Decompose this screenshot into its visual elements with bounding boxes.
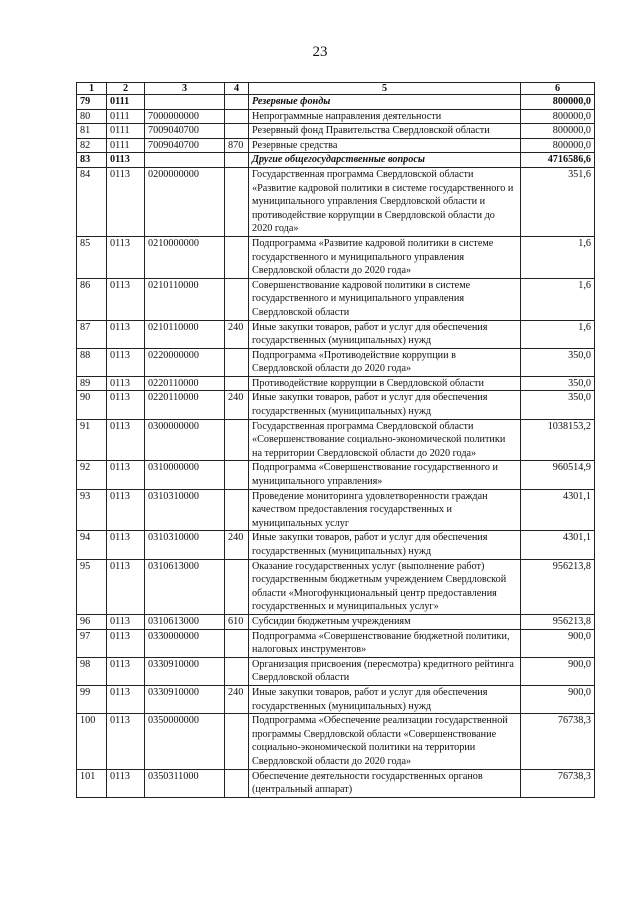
item-name: Государственная программа Свердловской области «Совершенствование социально-экономической политики на территории Свердловской области до 2020 года» <box>249 419 521 461</box>
expense-type-code: 240 <box>225 320 249 348</box>
table-row <box>77 138 595 153</box>
table-row <box>77 348 595 376</box>
table-row <box>77 629 595 657</box>
row-number: 79 <box>77 95 107 110</box>
amount: 350,0 <box>521 391 595 419</box>
row-number: 93 <box>77 489 107 531</box>
item-name: Иные закупки товаров, работ и услуг для обеспечения государственных (муниципальных) нужд <box>249 531 521 559</box>
row-number: 101 <box>77 769 107 797</box>
amount: 956213,8 <box>521 614 595 629</box>
target-code <box>145 153 225 168</box>
row-number: 96 <box>77 614 107 629</box>
table-row <box>77 236 595 278</box>
item-name: Государственная программа Свердловской области «Развитие кадровой политики в системе государственного и муниципального управления Свердловской области и противодействие коррупции в Свердловской области до 2020 года» <box>249 167 521 236</box>
amount: 800000,0 <box>521 109 595 124</box>
target-code: 0310310000 <box>145 531 225 559</box>
section-code: 0113 <box>107 153 145 168</box>
target-code: 0220110000 <box>145 391 225 419</box>
expense-type-code: 870 <box>225 138 249 153</box>
header-col-number: 1 <box>77 83 107 95</box>
target-code: 0330910000 <box>145 685 225 713</box>
expense-type-code <box>225 629 249 657</box>
item-name: Подпрограмма «Обеспечение реализации государственной программы Свердловской области «Совершенствование социально-экономической политики на территории Свердловской области до 2020 года» <box>249 714 521 769</box>
expense-type-code <box>225 95 249 110</box>
item-name: Резервные фонды <box>249 95 521 110</box>
table-row <box>77 278 595 320</box>
table-row <box>77 109 595 124</box>
table-row <box>77 124 595 139</box>
row-number: 87 <box>77 320 107 348</box>
row-number: 86 <box>77 278 107 320</box>
table-row <box>77 489 595 531</box>
table-header-row <box>77 83 595 95</box>
expense-type-code: 240 <box>225 685 249 713</box>
section-code: 0113 <box>107 419 145 461</box>
table-row <box>77 461 595 489</box>
amount: 350,0 <box>521 348 595 376</box>
row-number: 81 <box>77 124 107 139</box>
expense-type-code <box>225 348 249 376</box>
section-code: 0113 <box>107 531 145 559</box>
amount: 900,0 <box>521 685 595 713</box>
target-code: 0330000000 <box>145 629 225 657</box>
item-name: Обеспечение деятельности государственных органов (центральный аппарат) <box>249 769 521 797</box>
table-row <box>77 559 595 614</box>
table-row <box>77 614 595 629</box>
item-name: Подпрограмма «Совершенствование бюджетной политики, налоговых инструментов» <box>249 629 521 657</box>
target-code: 0350311000 <box>145 769 225 797</box>
amount: 1038153,2 <box>521 419 595 461</box>
amount: 900,0 <box>521 629 595 657</box>
expense-type-code <box>225 419 249 461</box>
target-code: 7009040700 <box>145 138 225 153</box>
table-row <box>77 320 595 348</box>
expense-type-code <box>225 236 249 278</box>
section-code: 0111 <box>107 109 145 124</box>
row-number: 95 <box>77 559 107 614</box>
amount: 956213,8 <box>521 559 595 614</box>
target-code: 0220000000 <box>145 348 225 376</box>
row-number: 99 <box>77 685 107 713</box>
target-code: 0310000000 <box>145 461 225 489</box>
section-code: 0113 <box>107 278 145 320</box>
item-name: Подпрограмма «Развитие кадровой политики в системе государственного и муниципального управления Свердловской области до 2020 года» <box>249 236 521 278</box>
target-code: 0310613000 <box>145 614 225 629</box>
target-code: 0210110000 <box>145 278 225 320</box>
table-row <box>77 391 595 419</box>
item-name: Подпрограмма «Противодействие коррупции в Свердловской области до 2020 года» <box>249 348 521 376</box>
target-code: 7000000000 <box>145 109 225 124</box>
expense-type-code: 240 <box>225 531 249 559</box>
target-code: 0220110000 <box>145 376 225 391</box>
section-code: 0111 <box>107 95 145 110</box>
row-number: 97 <box>77 629 107 657</box>
expense-type-code <box>225 714 249 769</box>
page-number: 23 <box>312 44 328 60</box>
header-col-expense-type: 4 <box>225 83 249 95</box>
row-number: 94 <box>77 531 107 559</box>
amount: 1,6 <box>521 236 595 278</box>
table-row <box>77 95 595 110</box>
expense-type-code <box>225 109 249 124</box>
expense-type-code <box>225 769 249 797</box>
expense-type-code <box>225 153 249 168</box>
section-code: 0113 <box>107 348 145 376</box>
section-code: 0113 <box>107 167 145 236</box>
row-number: 85 <box>77 236 107 278</box>
section-code: 0113 <box>107 489 145 531</box>
item-name: Иные закупки товаров, работ и услуг для обеспечения государственных (муниципальных) нужд <box>249 320 521 348</box>
table-row <box>77 153 595 168</box>
item-name: Иные закупки товаров, работ и услуг для обеспечения государственных (муниципальных) нужд <box>249 391 521 419</box>
amount: 800000,0 <box>521 124 595 139</box>
target-code: 0310613000 <box>145 559 225 614</box>
table-row <box>77 714 595 769</box>
table-row <box>77 769 595 797</box>
item-name: Непрограммные направления деятельности <box>249 109 521 124</box>
item-name: Иные закупки товаров, работ и услуг для обеспечения государственных (муниципальных) нужд <box>249 685 521 713</box>
section-code: 0113 <box>107 461 145 489</box>
amount: 351,6 <box>521 167 595 236</box>
target-code: 0210110000 <box>145 320 225 348</box>
expense-type-code <box>225 124 249 139</box>
row-number: 90 <box>77 391 107 419</box>
row-number: 91 <box>77 419 107 461</box>
item-name: Совершенствование кадровой политики в системе государственного и муниципального управления Свердловской области <box>249 278 521 320</box>
amount: 4301,1 <box>521 531 595 559</box>
amount: 960514,9 <box>521 461 595 489</box>
section-code: 0113 <box>107 320 145 348</box>
expense-type-code <box>225 376 249 391</box>
target-code: 7009040700 <box>145 124 225 139</box>
row-number: 80 <box>77 109 107 124</box>
target-code: 0210000000 <box>145 236 225 278</box>
expense-type-code: 610 <box>225 614 249 629</box>
target-code: 0310310000 <box>145 489 225 531</box>
amount: 4301,1 <box>521 489 595 531</box>
table-row <box>77 419 595 461</box>
item-name: Оказание государственных услуг (выполнение работ) государственным бюджетным учреждением Свердловской области «Многофункциональный центр предоставления государственных и муниципальных услуг» <box>249 559 521 614</box>
section-code: 0113 <box>107 629 145 657</box>
row-number: 83 <box>77 153 107 168</box>
amount: 4716586,6 <box>521 153 595 168</box>
header-col-section: 2 <box>107 83 145 95</box>
row-number: 84 <box>77 167 107 236</box>
table-row <box>77 685 595 713</box>
table-row <box>77 531 595 559</box>
section-code: 0113 <box>107 714 145 769</box>
section-code: 0113 <box>107 391 145 419</box>
amount: 1,6 <box>521 320 595 348</box>
target-code: 0200000000 <box>145 167 225 236</box>
item-name: Противодействие коррупции в Свердловской области <box>249 376 521 391</box>
item-name: Подпрограмма «Совершенствование государственного и муниципального управления» <box>249 461 521 489</box>
table-row <box>77 167 595 236</box>
header-col-target-code: 3 <box>145 83 225 95</box>
item-name: Другие общегосударственные вопросы <box>249 153 521 168</box>
table-row <box>77 376 595 391</box>
row-number: 100 <box>77 714 107 769</box>
section-code: 0113 <box>107 559 145 614</box>
item-name: Организация присвоения (пересмотра) кредитного рейтинга Свердловской области <box>249 657 521 685</box>
expense-type-code <box>225 657 249 685</box>
section-code: 0111 <box>107 138 145 153</box>
header-col-amount: 6 <box>521 83 595 95</box>
row-number: 98 <box>77 657 107 685</box>
amount: 900,0 <box>521 657 595 685</box>
row-number: 88 <box>77 348 107 376</box>
header-col-name: 5 <box>249 83 521 95</box>
target-code: 0300000000 <box>145 419 225 461</box>
expense-type-code <box>225 489 249 531</box>
amount: 76738,3 <box>521 769 595 797</box>
section-code: 0113 <box>107 614 145 629</box>
row-number: 92 <box>77 461 107 489</box>
section-code: 0113 <box>107 236 145 278</box>
expense-type-code <box>225 559 249 614</box>
amount: 76738,3 <box>521 714 595 769</box>
row-number: 82 <box>77 138 107 153</box>
amount: 1,6 <box>521 278 595 320</box>
expense-type-code <box>225 167 249 236</box>
expense-type-code: 240 <box>225 391 249 419</box>
section-code: 0111 <box>107 124 145 139</box>
item-name: Резервные средства <box>249 138 521 153</box>
amount: 800000,0 <box>521 95 595 110</box>
target-code: 0330910000 <box>145 657 225 685</box>
section-code: 0113 <box>107 685 145 713</box>
section-code: 0113 <box>107 657 145 685</box>
section-code: 0113 <box>107 376 145 391</box>
amount: 350,0 <box>521 376 595 391</box>
item-name: Резервный фонд Правительства Свердловской области <box>249 124 521 139</box>
target-code <box>145 95 225 110</box>
item-name: Субсидии бюджетным учреждениям <box>249 614 521 629</box>
table-row <box>77 657 595 685</box>
item-name: Проведение мониторинга удовлетворенности граждан качеством предоставления государственных и муниципальных услуг <box>249 489 521 531</box>
expense-type-code <box>225 461 249 489</box>
target-code: 0350000000 <box>145 714 225 769</box>
amount: 800000,0 <box>521 138 595 153</box>
budget-table <box>76 82 595 798</box>
row-number: 89 <box>77 376 107 391</box>
expense-type-code <box>225 278 249 320</box>
section-code: 0113 <box>107 769 145 797</box>
